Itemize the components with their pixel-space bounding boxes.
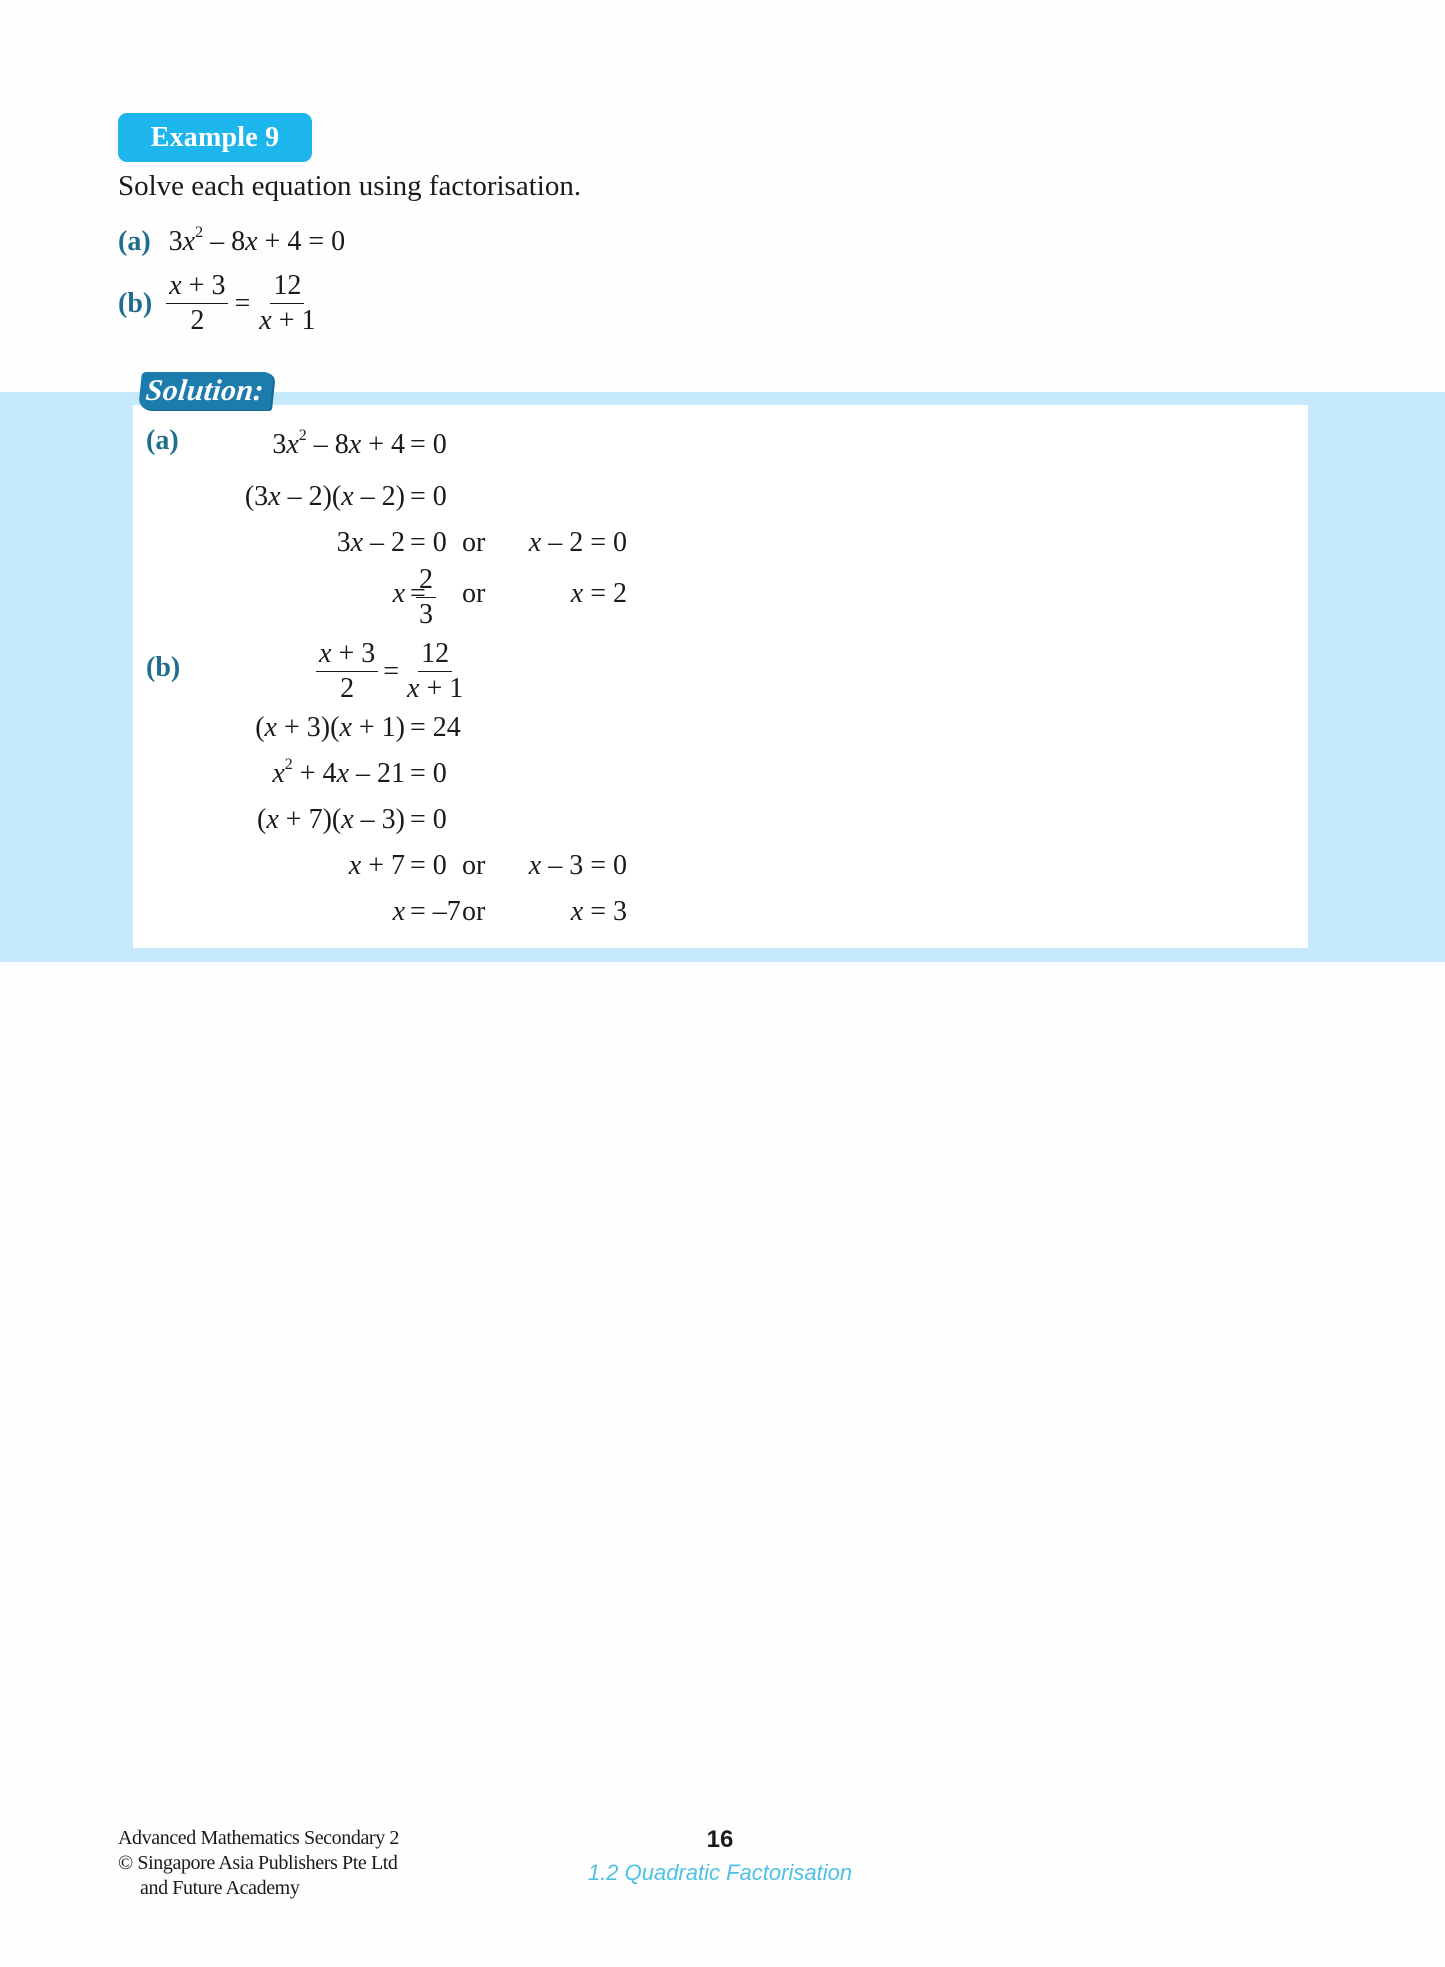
fraction-lhs: $\frac{x + 3}{2}$: [166, 272, 228, 335]
solution-step: x + 7 = 0 or x – 3 = 0: [348, 850, 627, 881]
solution-step: (x + 3)(x + 1) = 24: [255, 712, 461, 743]
question-part-a: [118, 226, 345, 258]
solution-step: x = –7 or x = 3: [392, 896, 627, 927]
fraction-lhs: $\frac{x + 3}{2}$: [316, 640, 378, 703]
solution-step: x = $\frac{2}{3}$ or x = 2: [392, 564, 627, 630]
solution-tag: [138, 372, 274, 410]
example-badge: [118, 113, 312, 162]
fraction-rhs: $\frac{12}{x + 1}$: [259, 270, 316, 336]
solution-part-b-label: (b): [146, 652, 181, 683]
chapter-title: 1.2 Quadratic Factorisation: [587, 1860, 853, 1885]
solution-step: $3x^2 - 8x + 4$ = 0: [272, 427, 447, 460]
fraction-two-thirds: $\frac{2}{3}$: [416, 566, 436, 629]
equation: $3x^2 - 8x + 4 = 0$: [168, 224, 346, 257]
copyright-line-2: and Future Academy: [140, 1877, 300, 1899]
question-prompt: Solve each equation using factorisation.: [118, 170, 582, 202]
part-label: (b): [118, 287, 153, 319]
copyright-line: © Singapore Asia Publishers Pte Ltd: [118, 1852, 398, 1874]
solution-part-a-label: (a): [146, 425, 179, 456]
book-title: Advanced Mathematics Secondary 2: [118, 1827, 399, 1849]
fraction-rhs: $\frac{12}{x + 1}$: [407, 638, 464, 704]
solution-tag-label: Solution:: [144, 374, 266, 407]
solution-step: (x + 7)(x – 3) = 0: [257, 804, 447, 835]
question-part-b: (b) $\frac{x + 3}{2}$ = $\frac{12}{x + 1}$: [118, 272, 319, 335]
page-number: 16: [706, 1826, 734, 1853]
solution-step: $x^2 + 4x - 21$ = 0: [272, 756, 447, 789]
solution-step: (3x – 2)(x – 2) = 0: [244, 481, 447, 512]
part-label: (a): [118, 226, 151, 257]
footer-credits: [118, 1826, 399, 1901]
solution-step: $\frac{x + 3}{2}$ = $\frac{12}{x + 1}$: [316, 640, 466, 703]
example-badge-label: Example 9: [150, 121, 280, 153]
solution-step: 3x – 2 = 0 or x – 2 = 0: [336, 527, 627, 558]
